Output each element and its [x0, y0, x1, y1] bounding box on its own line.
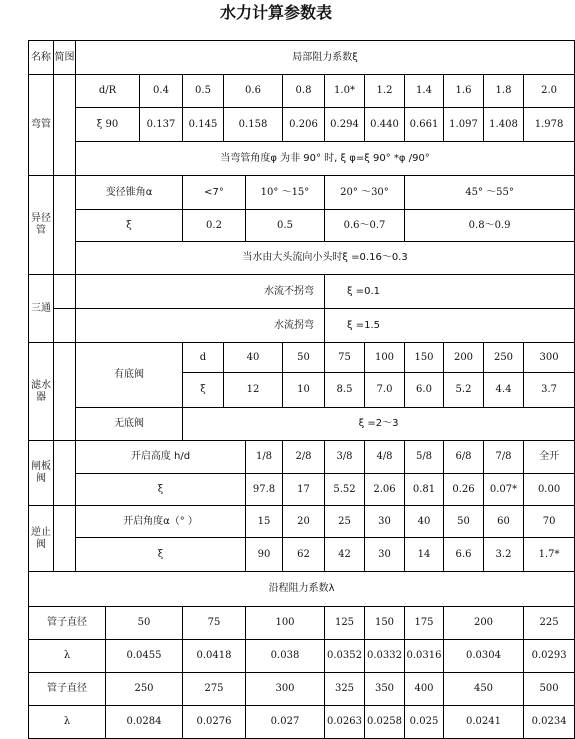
check-xi-value: 14: [405, 538, 444, 572]
gate-xi-value: 0.26: [444, 474, 484, 506]
gate-open-value: 6/8: [444, 441, 484, 474]
friction-lambda-value: 0.038: [246, 640, 325, 673]
gate-xi-value: 0.07*: [484, 474, 524, 506]
reducer-xi-value: 0.2: [183, 210, 246, 242]
check-xi-value: 62: [283, 538, 325, 572]
strainer-d-value: 150: [405, 343, 444, 373]
friction-lambda-value: 0.0455: [106, 640, 183, 673]
friction-title-row: [29, 572, 575, 607]
strainer-d-label: d: [183, 343, 224, 373]
friction-diam-value: 250: [106, 673, 183, 706]
friction-diam-row: [29, 607, 575, 640]
elbow-note-row: [29, 142, 575, 176]
tee-desc: 水流不拐弯: [76, 275, 325, 309]
gate-xi-value: 17: [283, 474, 325, 506]
friction-diam-value: 75: [183, 607, 246, 640]
tee-diagram: [54, 309, 76, 343]
friction-lambda-value: 0.0284: [106, 706, 183, 739]
check-angle-value: 25: [325, 506, 365, 538]
gate-xi-value: 5.52: [325, 474, 365, 506]
friction-diam-value: 300: [246, 673, 325, 706]
elbow-dr-value: 0.4: [140, 75, 183, 108]
tee-diagram: [54, 275, 76, 309]
friction-diam-value: 400: [405, 673, 444, 706]
friction-diam-value: 50: [106, 607, 183, 640]
check-angle-label: 开启角度α（° ）: [76, 506, 246, 538]
friction-lambda-value: 0.0234: [524, 706, 575, 739]
strainer-without-value: ξ =2～3: [183, 408, 575, 441]
strainer-d-value: 200: [444, 343, 484, 373]
check-angle-row: [29, 506, 575, 538]
reducer-xi-row: [29, 210, 575, 242]
header-row: [29, 41, 575, 75]
tee-value: ξ =1.5: [325, 309, 575, 343]
tee-row: [29, 309, 575, 343]
strainer-xi-value: 8.5: [325, 373, 365, 408]
gate-open-value: 全开: [524, 441, 575, 474]
strainer-diagram: [54, 343, 76, 441]
friction-lambda-value: 0.0276: [183, 706, 246, 739]
friction-diam-value: 325: [325, 673, 365, 706]
check-angle-value: 20: [283, 506, 325, 538]
local-resistance-header: 局部阻力系数ξ: [76, 41, 575, 75]
friction-diam-value: 500: [524, 673, 575, 706]
strainer-d-value: 40: [224, 343, 283, 373]
reducer-label: 异径管: [29, 176, 54, 275]
gate-xi-value: 0.81: [405, 474, 444, 506]
reducer-xi-value: 0.8～0.9: [405, 210, 575, 242]
elbow-xi-value: 0.158: [224, 108, 283, 142]
elbow-xi-value: 0.661: [405, 108, 444, 142]
check-angle-value: 30: [365, 506, 405, 538]
elbow-dr-value: 2.0: [524, 75, 575, 108]
strainer-xi-value: 6.0: [405, 373, 444, 408]
check-xi-value: 30: [365, 538, 405, 572]
elbow-xi-label: ξ 90: [76, 108, 140, 142]
strainer-xi-value: 12: [224, 373, 283, 408]
strainer-d-value: 50: [283, 343, 325, 373]
gate-xi-value: 97.8: [246, 474, 283, 506]
check-angle-value: 70: [524, 506, 575, 538]
friction-diam-value: 350: [365, 673, 405, 706]
reducer-angle-value: 20° ～30°: [325, 176, 405, 210]
tee-label: 三通: [29, 275, 54, 343]
elbow-dr-value: 1.2: [365, 75, 405, 108]
elbow-dr-value: 1.6: [444, 75, 484, 108]
gate-xi-value: 0.00: [524, 474, 575, 506]
name-header: 名称: [29, 41, 54, 75]
friction-lambda-label: λ: [29, 640, 106, 673]
strainer-d-row: [29, 343, 575, 373]
friction-diam-value: 100: [246, 607, 325, 640]
strainer-d-value: 100: [365, 343, 405, 373]
friction-lambda-value: 0.0352: [325, 640, 365, 673]
friction-lambda-label: λ: [29, 706, 106, 739]
strainer-xi-value: 7.0: [365, 373, 405, 408]
strainer-xi-value: 3.7: [524, 373, 575, 408]
reducer-angle-value: <7°: [183, 176, 246, 210]
strainer-d-value: 75: [325, 343, 365, 373]
check-valve-diagram: [54, 506, 76, 572]
gate-valve-label: 闸板阀: [29, 441, 54, 506]
check-xi-value: 6.6: [444, 538, 484, 572]
elbow-dr-label: d/R: [76, 75, 140, 108]
gate-open-value: 3/8: [325, 441, 365, 474]
friction-diam-label: 管子直径: [29, 607, 106, 640]
elbow-xi-value: 0.137: [140, 108, 183, 142]
friction-diam-value: 125: [325, 607, 365, 640]
gate-xi-row: [29, 474, 575, 506]
elbow-dr-value: 0.8: [283, 75, 325, 108]
friction-lambda-row: [29, 706, 575, 739]
gate-xi-label: ξ: [76, 474, 246, 506]
gate-xi-value: 2.06: [365, 474, 405, 506]
gate-open-value: 4/8: [365, 441, 405, 474]
page-title: 水力计算参数表: [219, 3, 332, 22]
check-angle-value: 50: [444, 506, 484, 538]
reducer-note-row: [29, 242, 575, 275]
gate-open-label: 开启高度 h/d: [76, 441, 246, 474]
elbow-xi-value: 1.097: [444, 108, 484, 142]
hydraulic-parameter-table: [28, 40, 575, 739]
gate-open-value: 5/8: [405, 441, 444, 474]
friction-lambda-value: 0.0418: [183, 640, 246, 673]
strainer-xi-label: ξ: [183, 373, 224, 408]
friction-lambda-value: 0.0263: [325, 706, 365, 739]
strainer-xi-value: 10: [283, 373, 325, 408]
elbow-label: 弯管: [29, 75, 54, 176]
elbow-dr-value: 1.4: [405, 75, 444, 108]
strainer-with-valve: 有底阀: [76, 343, 183, 408]
check-angle-value: 60: [484, 506, 524, 538]
elbow-xi-value: 1.978: [524, 108, 575, 142]
elbow-dr-row: [29, 75, 575, 108]
friction-title: 沿程阻力系数λ: [29, 572, 575, 607]
gate-valve-diagram: [54, 441, 76, 506]
strainer-xi-value: 4.4: [484, 373, 524, 408]
elbow-diagram: [54, 75, 76, 176]
check-xi-value: 42: [325, 538, 365, 572]
friction-diam-value: 225: [524, 607, 575, 640]
elbow-xi-value: 0.145: [183, 108, 224, 142]
friction-lambda-row: [29, 640, 575, 673]
friction-lambda-value: 0.025: [405, 706, 444, 739]
elbow-xi-value: 0.294: [325, 108, 365, 142]
check-xi-value: 90: [246, 538, 283, 572]
diagram-header: 简图: [54, 41, 76, 75]
strainer-d-value: 250: [484, 343, 524, 373]
tee-desc: 水流拐弯: [76, 309, 325, 343]
elbow-xi-row: [29, 108, 575, 142]
friction-lambda-value: 0.0293: [524, 640, 575, 673]
friction-lambda-value: 0.0332: [365, 640, 405, 673]
friction-diam-row: [29, 673, 575, 706]
reducer-xi-label: ξ: [76, 210, 183, 242]
friction-diam-label: 管子直径: [29, 673, 106, 706]
friction-lambda-value: 0.0258: [365, 706, 405, 739]
elbow-xi-value: 0.440: [365, 108, 405, 142]
elbow-dr-value: 0.6: [224, 75, 283, 108]
friction-diam-value: 275: [183, 673, 246, 706]
gate-open-row: [29, 441, 575, 474]
reducer-angle-value: 10° ～15°: [246, 176, 325, 210]
friction-lambda-value: 0.0316: [405, 640, 444, 673]
reducer-angle-row: [29, 176, 575, 210]
elbow-dr-value: 0.5: [183, 75, 224, 108]
gate-open-value: 1/8: [246, 441, 283, 474]
elbow-xi-value: 0.206: [283, 108, 325, 142]
reducer-angle-value: 45° ～55°: [405, 176, 575, 210]
check-xi-value: 1.7*: [524, 538, 575, 572]
reducer-note: 当水由大头流向小头时ξ =0.16～0.3: [76, 242, 575, 275]
tee-row: [29, 275, 575, 309]
gate-open-value: 7/8: [484, 441, 524, 474]
reducer-xi-value: 0.6～0.7: [325, 210, 405, 242]
check-angle-value: 40: [405, 506, 444, 538]
reducer-xi-value: 0.5: [246, 210, 325, 242]
friction-lambda-value: 0.027: [246, 706, 325, 739]
elbow-dr-value: 1.8: [484, 75, 524, 108]
elbow-xi-value: 1.408: [484, 108, 524, 142]
strainer-without-valve: 无底阀: [76, 408, 183, 441]
check-xi-row: [29, 538, 575, 572]
friction-lambda-value: 0.0304: [444, 640, 524, 673]
strainer-label: 滤水器: [29, 343, 54, 441]
gate-open-value: 2/8: [283, 441, 325, 474]
check-angle-value: 15: [246, 506, 283, 538]
friction-lambda-value: 0.0241: [444, 706, 524, 739]
friction-diam-value: 200: [444, 607, 524, 640]
elbow-dr-value: 1.0*: [325, 75, 365, 108]
friction-diam-value: 150: [365, 607, 405, 640]
reducer-angle-label: 变径锥角α: [76, 176, 183, 210]
friction-diam-value: 450: [444, 673, 524, 706]
elbow-note: 当弯管角度φ 为非 90° 时, ξ φ=ξ 90° *φ /90°: [76, 142, 575, 176]
check-valve-label: 逆止阀: [29, 506, 54, 572]
check-xi-value: 3.2: [484, 538, 524, 572]
strainer-d-value: 300: [524, 343, 575, 373]
check-xi-label: ξ: [76, 538, 246, 572]
reducer-diagram: [54, 176, 76, 275]
strainer-xi-value: 5.2: [444, 373, 484, 408]
strainer-without-row: [29, 408, 575, 441]
tee-value: ξ =0.1: [325, 275, 575, 309]
friction-diam-value: 175: [405, 607, 444, 640]
